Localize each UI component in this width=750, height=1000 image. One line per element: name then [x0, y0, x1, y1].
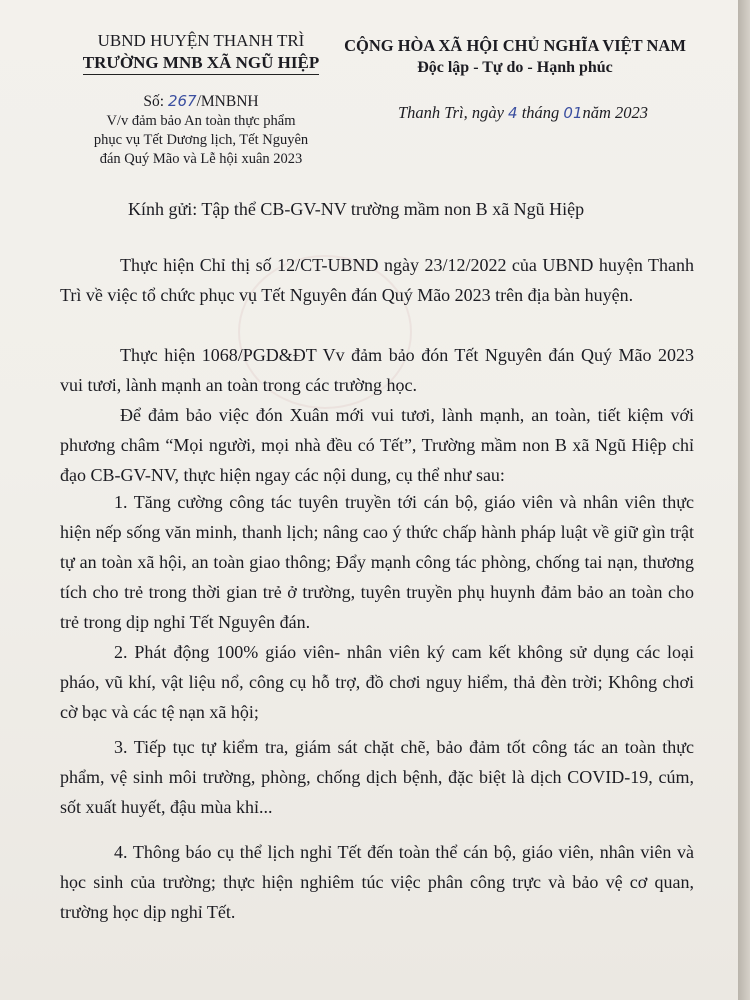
date-place-label: Thanh Trì, ngày	[398, 103, 504, 122]
subject-line-3: đán Quý Mão và Lễ hội xuân 2023	[99, 151, 303, 167]
subject-line-1: V/v đảm bảo An toàn thực phẩm	[106, 113, 296, 129]
subject-line-2: phục vụ Tết Dương lịch, Tết Nguyên	[93, 132, 309, 148]
date-day-handwritten: 4	[508, 104, 518, 122]
list-item-2: 2. Phát động 100% giáo viên- nhân viên ký cam kết không sử dụng các loại pháo, vũ khí, vật liệu nổ, công cụ hỗ trợ, đồ chơi nguy hiểm, thả đèn trời; Không chơi cờ bạc và các tệ nạn xã hội;	[60, 642, 694, 722]
document-number-suffix: /MNBNH	[196, 93, 259, 110]
district-committee: UBND HUYỆN THANH TRÌ	[97, 31, 305, 50]
page-edge	[738, 0, 750, 1000]
national-heading-block	[340, 35, 690, 79]
document-number-handwritten: 267	[167, 92, 197, 110]
document-number	[66, 91, 336, 112]
recipient-greeting: Kính gửi: Tập thể CB-GV-NV trường mầm non B xã Ngũ Hiệp	[128, 199, 585, 219]
paragraph-directive-1068: Thực hiện 1068/PGD&ĐT Vv đảm bảo đón Tết Nguyên đán Quý Mão 2023 vui tươi, lành mạnh an toàn trong các trường học.	[60, 345, 694, 395]
national-motto: Độc lập - Tự do - Hạnh phúc	[417, 59, 613, 76]
date-month-handwritten: 01	[563, 104, 583, 122]
paragraph-intro: Để đảm bảo việc đón Xuân mới vui tươi, lành mạnh, an toàn, tiết kiệm với phương châm “Mọi người, mọi nhà đều có Tết”, Trường mầm non B xã Ngũ Hiệp chỉ đạo CB-GV-NV, thực hiện ngay các nội dung, cụ thể như sau:	[60, 405, 694, 485]
date-year: năm 2023	[582, 103, 649, 122]
list-item-4: 4. Thông báo cụ thể lịch nghỉ Tết đến toàn thể cán bộ, giáo viên, nhân viên và học sinh của trường; thực hiện nghiêm túc việc phân công trực và bảo vệ cơ quan, trường học dịp nghỉ Tết.	[60, 842, 694, 922]
document-number-label: Số:	[143, 93, 165, 110]
issuing-authority-block	[66, 30, 336, 169]
list-item-3: 3. Tiếp tục tự kiểm tra, giám sát chặt chẽ, bảo đảm tốt công tác an toàn thực phẩm, vệ sinh môi trường, phòng, chống dịch bệnh, đặc biệt là dịch COVID-19, cúm, sốt xuất huyết, đậu mùa khỉ...	[60, 737, 694, 817]
list-item-1: 1. Tăng cường công tác tuyên truyền tới cán bộ, giáo viên và nhân viên thực hiện nếp sống văn minh, thanh lịch; nâng cao ý thức chấp hành pháp luật về giữ gìn trật tự an toàn xã hội, an toàn giao thông; Đẩy mạnh công tác phòng, chống tai nạn, thương tích cho trẻ trong thời gian trẻ ở trường, tuyên truyền phụ huynh đảm bảo an toàn cho trẻ trong dịp nghỉ Tết Nguyên đán.	[60, 492, 694, 632]
place-and-date	[398, 103, 648, 123]
republic-title: CỘNG HÒA XÃ HỘI CHỦ NGHĨA VIỆT NAM	[344, 36, 686, 55]
school-name: TRƯỜNG MNB XÃ NGŨ HIỆP	[83, 52, 319, 75]
paragraph-directive-12: Thực hiện Chỉ thị số 12/CT-UBND ngày 23/12/2022 của UBND huyện Thanh Trì về việc tổ chức phục vụ Tết Nguyên đán Quý Mão 2023 trên địa bàn huyện.	[60, 255, 694, 305]
date-month-label: tháng	[521, 103, 560, 122]
